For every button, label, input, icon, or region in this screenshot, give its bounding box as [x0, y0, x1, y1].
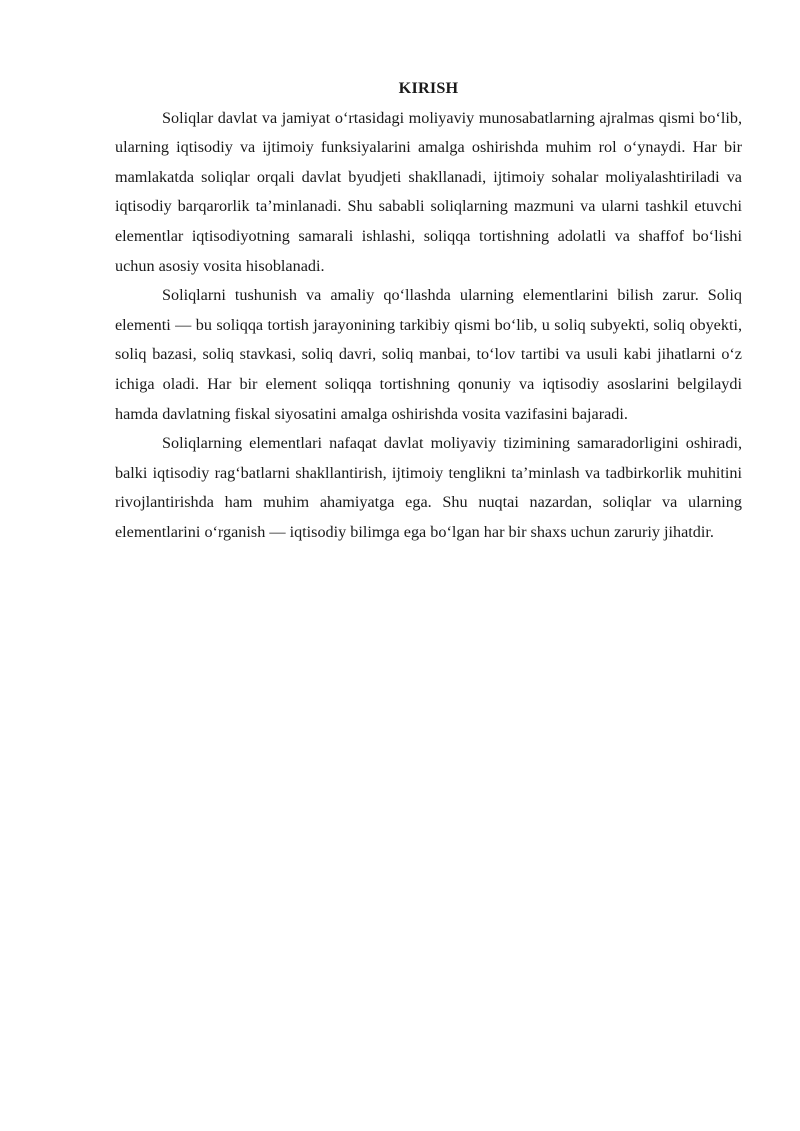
- page-title: KIRISH: [398, 79, 459, 97]
- paragraph-3: Soliqlarning elementlari nafaqat davlat moliyaviy tizimining samaradorligini oshiradi, balki iqtisodiy rag‘batlarni shakllantirish, ijtimoiy tenglikni ta’minlash va tadbirkorlik muhitini rivojlantirishda ham muhim ahamiyatga ega. Shu nuqtai nazardan, soliqlar va ularning elementlarini o‘rganish — iqtisodiy bilimga ega bo‘lgan har bir shaxs uchun zaruriy jihatdir.: [115, 434, 742, 541]
- paragraph-1: Soliqlar davlat va jamiyat o‘rtasidagi moliyaviy munosabatlarning ajralmas qismi bo‘lib, ularning iqtisodiy va ijtimoiy funksiyalarini amalga oshirishda muhim rol o‘ynaydi. Har bir mamlakatda soliqlar orqali davlat byudjeti shakllanadi, ijtimoiy sohalar moliyalashtiriladi va iqtisodiy barqarorlik ta’minlanadi. Shu sababli soliqlarning mazmuni va ularni tashkil etuvchi elementlar iqtisodiyotning samarali ishlashi, soliqqa tortishning adolatli va shaffof bo‘lishi uchun asosiy vosita hisoblanadi.: [115, 108, 742, 275]
- paragraph-2: Soliqlarni tushunish va amaliy qo‘llashda ularning elementlarini bilish zarur. Soliq elementi — bu soliqqa tortish jarayonining tarkibiy qismi bo‘lib, u soliq subyekti, soliq obyekti, soliq bazasi, soliq stavkasi, soliq davri, soliq manbai, to‘lov tartibi va usuli kabi jihatlarni o‘z ichiga oladi. Har bir element soliqqa tortishning qonuniy va iqtisodiy asoslarini belgilaydi hamda davlatning fiskal siyosatini amalga oshirishda vosita vazifasini bajaradi.: [115, 286, 742, 423]
- document-body: [115, 74, 742, 548]
